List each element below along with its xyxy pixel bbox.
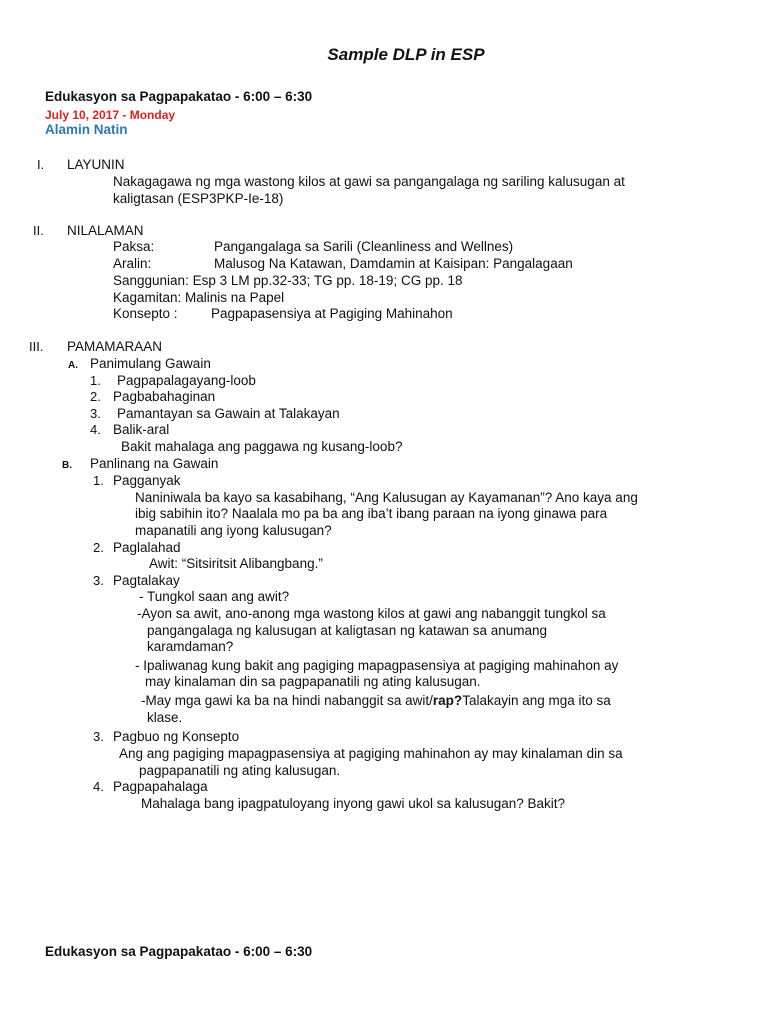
pagbuo-line-1: Ang ang pagiging mapagpasensiya at pagiging mahinahon ay may kinalaman din sa xyxy=(119,746,623,761)
pagtalakay-line-5: - Ipaliwanag kung bakit ang pagiging mapagpasensiya at pagiging mahinahon ay xyxy=(135,658,619,673)
b-item-1-title: Pagganyak xyxy=(113,473,181,488)
a-item-4-text: Balik-aral xyxy=(113,422,170,437)
pagganyak-line-3: mapanatili ang iyong kalusugan? xyxy=(135,523,332,538)
pagtalakay-line-7 xyxy=(141,693,611,710)
b-item-2-number: 2. xyxy=(93,540,104,555)
section-1-heading: LAYUNIN xyxy=(67,157,125,172)
document-title: Sample DLP in ESP xyxy=(327,45,485,64)
part-b-title: Panlinang na Gawain xyxy=(90,456,219,471)
layunin-line-1: Nakagagawa ng mga wastong kilos at gawi sa pangangalaga ng sariling kalusugan at xyxy=(113,174,625,189)
section-2-heading: NILALAMAN xyxy=(67,223,144,238)
part-b-letter: B. xyxy=(62,460,72,471)
alamin-natin-heading: Alamin Natin xyxy=(45,122,128,137)
section-3-heading: PAMAMARAAN xyxy=(67,339,163,354)
b-item-4-number: 3. xyxy=(93,729,104,744)
aralin-label: Aralin: xyxy=(113,256,152,271)
konsepto-value: Pagpapasensiya at Pagiging Mahinahon xyxy=(211,306,453,321)
balik-aral-detail: Bakit mahalaga ang paggawa ng kusang-loob? xyxy=(121,439,403,454)
section-3-numeral: III. xyxy=(29,339,44,354)
rap-emphasis: rap? xyxy=(432,693,463,708)
layunin-line-2: kaligtasan (ESP3PKP-Ie-18) xyxy=(113,191,284,206)
pagtalakay-line-6: may kinalaman din sa pagpapanatili ng ating kalusugan. xyxy=(145,674,481,689)
b-item-1-number: 1. xyxy=(93,473,104,488)
lesson-date: July 10, 2017 - Monday xyxy=(45,108,176,122)
a-item-2-text: Pagbabahaginan xyxy=(113,389,216,404)
paglalahad-line-1: Awit: “Sitsiritsit Alibangbang.” xyxy=(149,556,323,571)
part-a-letter: A. xyxy=(68,360,78,371)
aralin-value: Malusog Na Katawan, Damdamin at Kaisipan: Pangalagaan xyxy=(214,256,573,271)
section-2-numeral: II. xyxy=(33,223,44,238)
a-item-1-text: Pagpapalagayang-loob xyxy=(117,373,256,388)
pagtalakay-line-3: pangangalaga ng kalusugan at kaligtasan ng katawan sa anumang xyxy=(147,623,548,638)
pagganyak-line-2: ibig sabihin ito? Naalala mo pa ba ang iba’t ibang paraan na iyong ginawa para xyxy=(135,506,608,521)
a-item-3-text: Pamantayan sa Gawain at Talakayan xyxy=(117,406,340,421)
kagamitan-line: Kagamitan: Malinis na Papel xyxy=(113,290,285,305)
b-item-3-title: Pagtalakay xyxy=(113,573,180,588)
a-item-2-number: 2. xyxy=(90,389,101,404)
subject-time-header: Edukasyon sa Pagpapakatao - 6:00 – 6:30 xyxy=(45,89,313,104)
a-item-4-number: 4. xyxy=(90,422,101,437)
b-item-2-title: Paglalahad xyxy=(113,540,181,555)
paksa-value: Pangangalaga sa Sarili (Cleanliness and Wellnes) xyxy=(214,239,514,254)
footer-subject-time: Edukasyon sa Pagpapakatao - 6:00 – 6:30 xyxy=(45,944,313,959)
pagtalakay-line-8: klase. xyxy=(147,710,183,725)
section-1-numeral: I. xyxy=(37,157,45,172)
pagtalakay-line-1: - Tungkol saan ang awit? xyxy=(139,589,290,604)
pagbuo-line-2: pagpapanatili ng ating kalusugan. xyxy=(139,763,341,778)
pagtalakay-line-7-end: Talakayin ang mga ito sa xyxy=(462,693,611,708)
pagpapahalaga-line-1: Mahalaga bang ipagpatuloyang inyong gawi ukol sa kalusugan? Bakit? xyxy=(141,796,566,811)
paksa-label: Paksa: xyxy=(113,239,155,254)
pagtalakay-line-2: -Ayon sa awit, ano-anong mga wastong kilos at gawi ang nabanggit tungkol sa xyxy=(137,606,606,621)
b-item-5-number: 4. xyxy=(93,779,104,794)
pagganyak-line-1: Naniniwala ba kayo sa kasabihang, “Ang Kalusugan ay Kayamanan”? Ano kaya ang xyxy=(135,490,638,505)
pagtalakay-line-7-start: -May mga gawi ka ba na hindi nabanggit sa awit/ xyxy=(141,693,433,708)
b-item-5-title: Pagpapahalaga xyxy=(113,779,208,794)
part-a-title: Panimulang Gawain xyxy=(90,356,211,371)
konsepto-label: Konsepto : xyxy=(113,306,178,321)
a-item-3-number: 3. xyxy=(90,406,101,421)
sanggunian-line: Sanggunian: Esp 3 LM pp.32-33; TG pp. 18-19; CG pp. 18 xyxy=(113,273,463,288)
b-item-3-number: 3. xyxy=(93,573,104,588)
a-item-1-number: 1. xyxy=(90,373,101,388)
b-item-4-title: Pagbuo ng Konsepto xyxy=(113,729,240,744)
pagtalakay-line-4: karamdaman? xyxy=(147,639,234,654)
